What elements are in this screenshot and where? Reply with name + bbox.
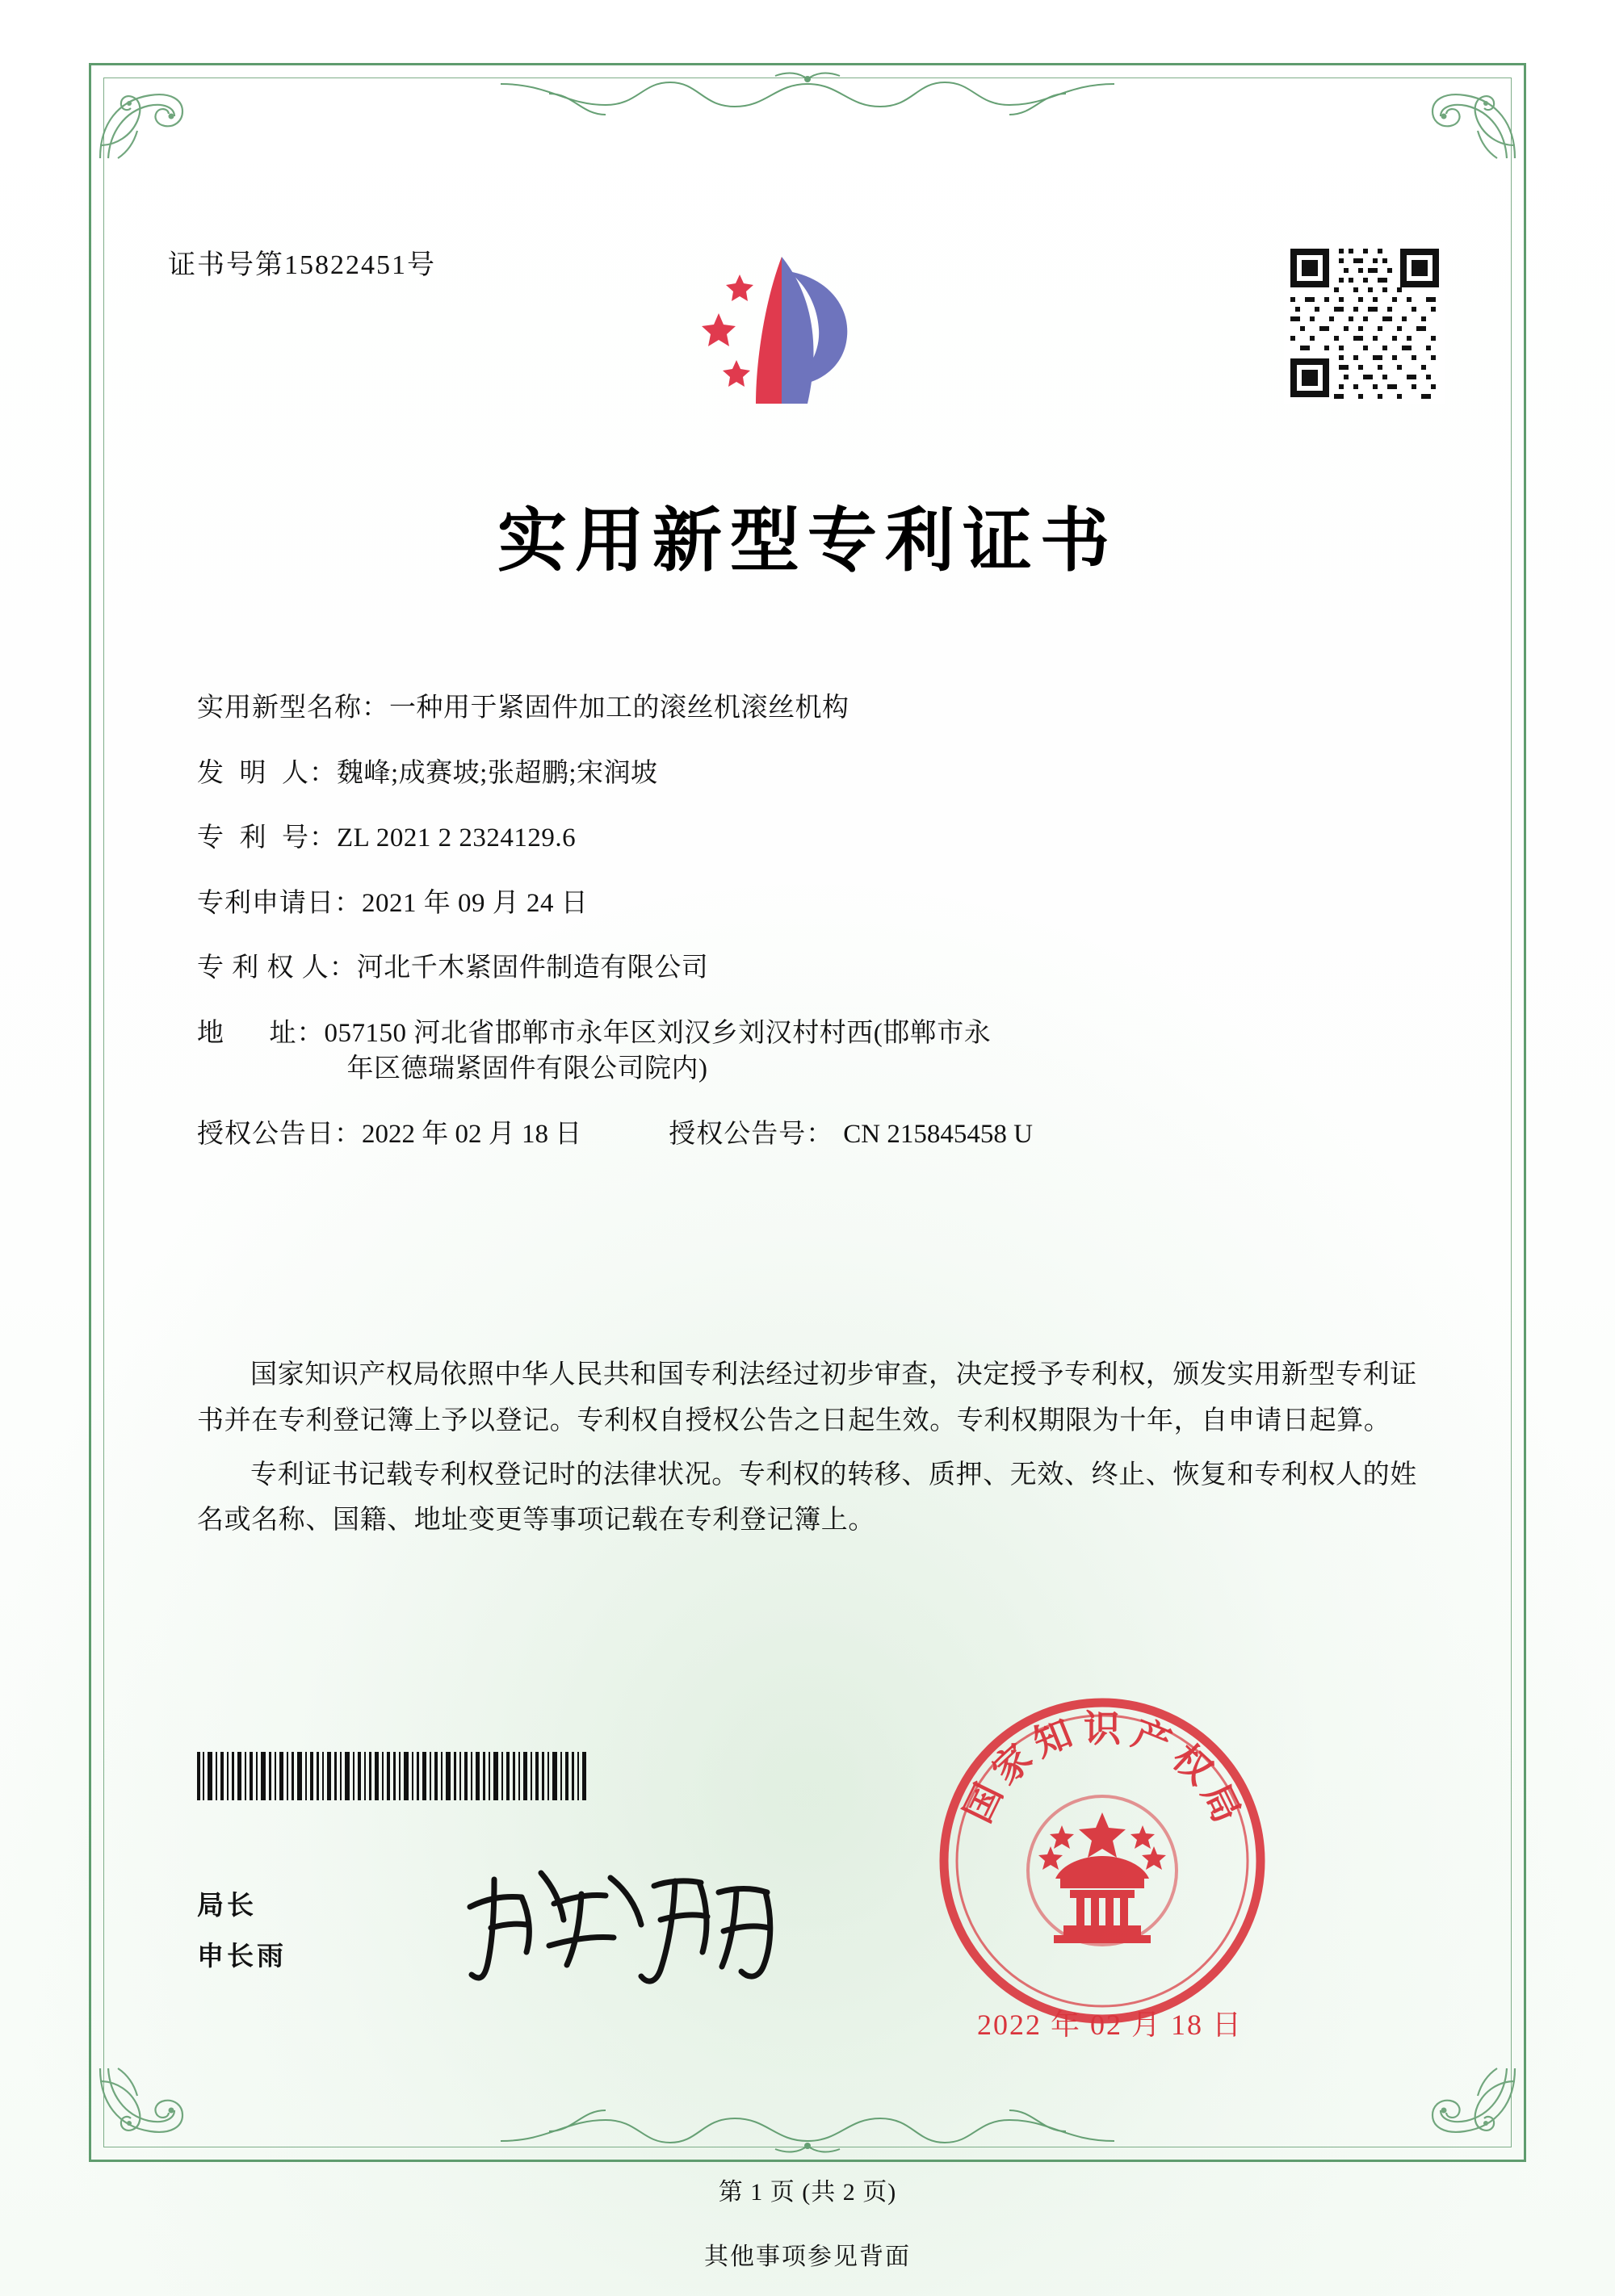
svg-text:家: 家 [983, 1735, 1041, 1793]
corner-ornament-icon [1400, 68, 1521, 165]
field-value-patent-number: ZL 2021 2 2324129.6 [337, 823, 577, 853]
svg-text:权: 权 [1164, 1735, 1222, 1793]
legal-paragraph-2: 专利证书记载专利权登记时的法律状况。专利权的转移、质押、无效、终止、恢复和专利权人的姓名或名称、国籍、地址变更等事项记载在专利登记簿上。 [197, 1460, 1417, 1536]
page-number: 第 1 页 (共 2 页) [718, 2179, 897, 2206]
signature-title: 局长 [197, 1892, 257, 1921]
field-value-address [325, 1016, 1425, 1087]
field-value-inventors: 魏峰;成赛坡;张超鹏;宋润坡 [337, 758, 658, 788]
field-label-grant-date: 授权公告日： [197, 1119, 362, 1149]
field-row-patentee [197, 950, 1424, 987]
corner-ornament-icon [94, 68, 215, 165]
field-label-address: 地 址： [197, 1018, 325, 1048]
field-label-patentee: 专 利 权 人： [197, 953, 357, 983]
field-value-grant-number: CN 215845458 U [843, 1119, 1033, 1149]
field-value-grant-date: 2022 年 02 月 18 日 [362, 1119, 582, 1149]
field-label-inventors: 发 明 人： [197, 758, 337, 788]
barcode-icon [197, 1752, 609, 1800]
cnipa-logo-icon [686, 242, 880, 420]
field-label-filing-date: 专利申请日： [197, 888, 362, 918]
field-label-grant-number: 授权公告号： [669, 1119, 834, 1149]
corner-ornament-icon [94, 2062, 215, 2159]
seal-date: 2022 年 02 月 18 日 [977, 2009, 1244, 2041]
field-row-patent-number [197, 820, 1424, 857]
svg-text:知: 知 [1027, 1711, 1079, 1766]
svg-text:局: 局 [1193, 1776, 1249, 1829]
handwritten-signature-icon [452, 1857, 791, 1994]
corner-ornament-icon [1400, 2062, 1521, 2159]
legal-text-block [197, 1352, 1424, 1552]
field-label-name: 实用新型名称： [197, 693, 389, 723]
signature-name: 申长雨 [197, 1942, 287, 1971]
signature-labels [197, 1881, 287, 1982]
field-value-filing-date: 2021 年 09 月 24 日 [362, 888, 589, 918]
svg-text:国: 国 [955, 1776, 1011, 1829]
legal-paragraph-1: 国家知识产权局依照中华人民共和国专利法经过初步审查，决定授予专利权，颁发实用新型专利证书并在专利登记簿上予以登记。专利权自授权公告之日起生效。专利权期限为十年，自申请日起算。 [197, 1360, 1417, 1435]
page-title: 实用新型专利证书 [497, 500, 1118, 581]
svg-text:识: 识 [1084, 1707, 1121, 1750]
certificate-number: 证书号第15822451号 [168, 250, 436, 280]
address-line-2: 年区德瑞紧固件有限公司院内) [346, 1054, 708, 1084]
field-row-inventors [197, 756, 1424, 792]
field-row-filing-date [197, 886, 1424, 922]
back-side-note: 其他事项参见背面 [704, 2244, 911, 2270]
official-seal [933, 1691, 1272, 2030]
field-value-name: 一种用于紧固件加工的滚丝机滚丝机构 [389, 693, 849, 723]
bottom-flourish-ornament-icon [501, 2097, 1114, 2156]
field-value-patentee: 河北千木紧固件制造有限公司 [356, 953, 709, 983]
field-row-name [197, 690, 1424, 727]
address-line-1: 057150 河北省邯郸市永年区刘汉乡刘汉村村西(邯郸市永 [324, 1018, 992, 1048]
field-row-address [197, 1016, 1424, 1087]
qr-code-icon [1284, 242, 1445, 404]
top-flourish-ornament-icon [501, 69, 1114, 128]
svg-text:产: 产 [1126, 1711, 1177, 1766]
field-label-patent-number: 专 利 号： [197, 823, 337, 853]
field-row-grant [197, 1117, 1424, 1153]
certificate-fields [197, 690, 1424, 1181]
